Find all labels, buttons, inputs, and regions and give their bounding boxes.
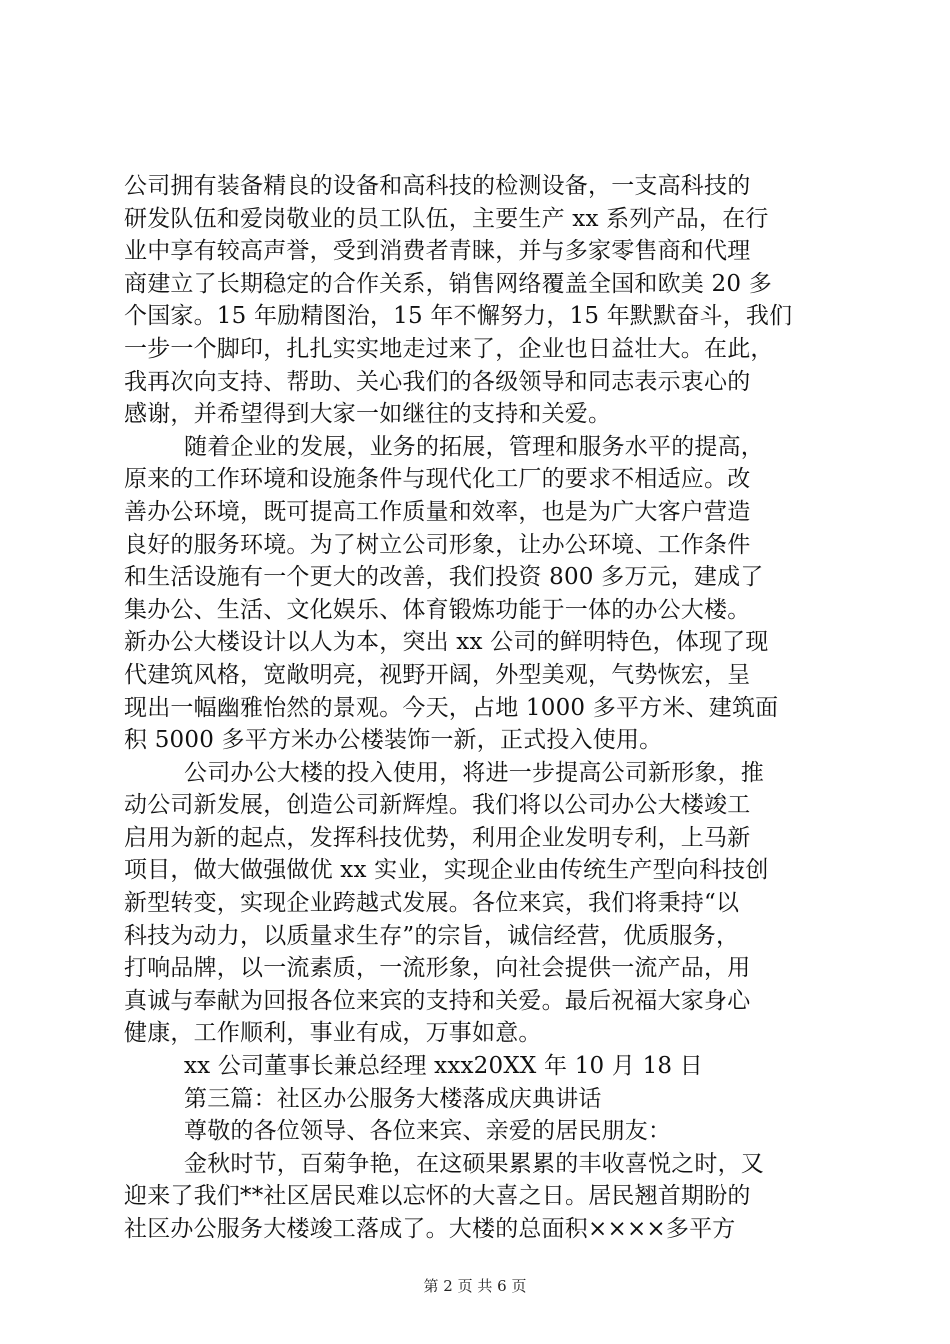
text-line: 随着企业的发展，业务的拓展，管理和服务水平的提高， xyxy=(184,433,764,460)
text-line: 善办公环境，既可提高工作质量和效率，也是为广大客户营造 xyxy=(124,498,751,525)
text-line: 社区办公服务大楼竣工落成了。大楼的总面积××××多平方 xyxy=(124,1216,736,1242)
text-line: 我再次向支持、帮助、关心我们的各级领导和同志表示衷心的 xyxy=(124,368,751,395)
text-line: 金秋时节，百菊争艳，在这硕果累累的丰收喜悦之时，又 xyxy=(184,1150,764,1177)
text-line: 启用为新的起点，发挥科技优势，利用企业发明专利，上马新 xyxy=(124,824,751,851)
text-line: 真诚与奉献为回报各位来宾的支持和关爱。最后祝福大家身心 xyxy=(124,987,751,1014)
section-heading: 第三篇：社区办公服务大楼落成庆典讲话 xyxy=(184,1085,602,1112)
text-line: 现出一幅幽雅怡然的景观。今天，占地 1000 多平方米、建筑面 xyxy=(124,694,779,721)
text-line: 良好的服务环境。为了树立公司形象，让办公环境、工作条件 xyxy=(124,531,751,558)
text-line: 新型转变，实现企业跨越式发展。各位来宾，我们将秉持“以 xyxy=(124,890,740,917)
text-line: 积 5000 多平方米办公楼装饰一新，正式投入使用。 xyxy=(124,727,663,754)
text-line: 原来的工作环境和设施条件与现代化工厂的要求不相适应。改 xyxy=(124,466,751,493)
text-line: 商建立了长期稳定的合作关系，销售网络覆盖全国和欧美 20 多 xyxy=(124,270,772,297)
body-text xyxy=(124,170,840,1246)
text-line: 迎来了我们**社区居民难以忘怀的大喜之日。居民翘首期盼的 xyxy=(124,1183,751,1210)
text-line: 感谢，并希望得到大家一如继往的支持和关爱。 xyxy=(124,401,612,428)
text-line: 集办公、生活、文化娱乐、体育锻炼功能于一体的办公大楼。 xyxy=(124,596,751,623)
text-line: 研发队伍和爱岗敬业的员工队伍，主要生产 xx 系列产品，在行 xyxy=(124,205,769,232)
text-line: 公司拥有装备精良的设备和高科技的检测设备，一支高科技的 xyxy=(124,173,751,199)
page-number-footer: 第 2 页 共 6 页 xyxy=(423,1277,527,1295)
text-line: 新办公大楼设计以人为本，突出 xx 公司的鲜明特色，体现了现 xyxy=(124,629,769,656)
text-line: 代建筑风格，宽敞明亮，视野开阔，外型美观，气势恢宏，呈 xyxy=(124,661,751,688)
text-line: 科技为动力，以质量求生存”的宗旨，诚信经营，优质服务， xyxy=(124,922,740,949)
text-line: 业中享有较高声誉，受到消费者青睐，并与多家零售商和代理 xyxy=(124,238,751,265)
text-line: 一步一个脚印，扎扎实实地走过来了，企业也日益壮大。在此， xyxy=(124,335,774,362)
text-line: 公司办公大楼的投入使用，将进一步提高公司新形象，推 xyxy=(184,759,764,786)
text-line: 打响品牌，以一流素质，一流形象，向社会提供一流产品，用 xyxy=(124,955,751,982)
text-line: 动公司新发展，创造公司新辉煌。我们将以公司办公大楼竣工 xyxy=(124,792,751,819)
text-line: 项目，做大做强做优 xx 实业，实现企业由传统生产型向科技创 xyxy=(124,857,769,884)
salutation-line: 尊敬的各位领导、各位来宾、亲爱的居民朋友： xyxy=(184,1118,672,1145)
signature-line: xx 公司董事长兼总经理 xxx20XX 年 10 月 18 日 xyxy=(184,1053,703,1080)
text-line: 和生活设施有一个更大的改善，我们投资 800 多万元，建成了 xyxy=(124,564,764,591)
text-line: 健康，工作顺利，事业有成，万事如意。 xyxy=(124,1020,542,1047)
text-line: 个国家。15 年励精图治，15 年不懈努力，15 年默默奋斗，我们 xyxy=(124,303,793,330)
